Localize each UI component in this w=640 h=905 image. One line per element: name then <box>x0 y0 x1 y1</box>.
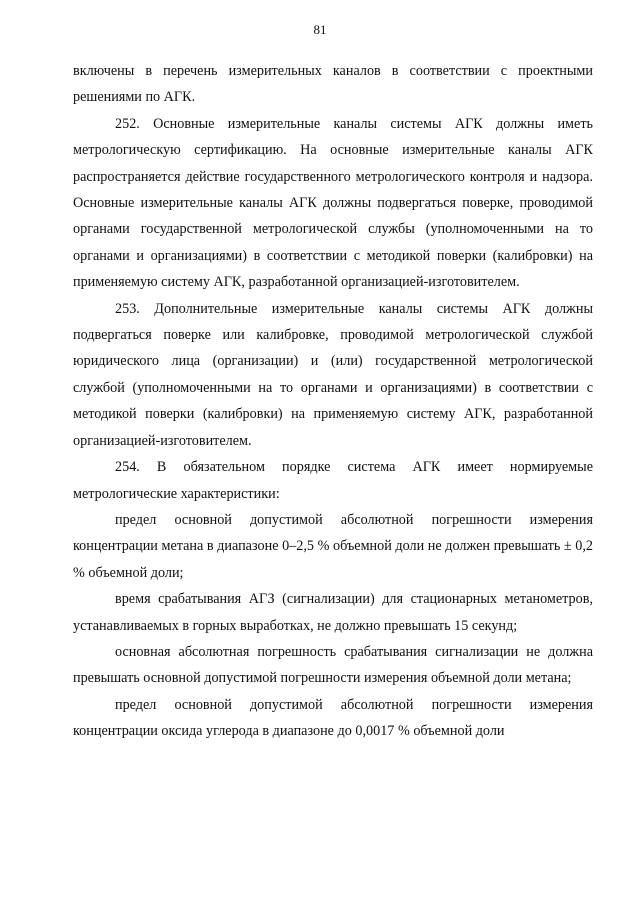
paragraph-253: 253. Дополнительные измерительные каналы системы АГК должны подвергаться поверке или калибровке, проводимой метрологической службой юридического лица (организации) и (или) государственной метрологической службой (уполномоченными на то органами и организациями) в соответствии с методикой поверки (калибровки) на применяемую систему АГК, разработанной организацией-изготовителем. <box>73 300 593 449</box>
paragraph-254: 254. В обязательном порядке система АГК имеет нормируемые метрологические характеристики: <box>73 459 593 502</box>
paragraph-alarm-error: основная абсолютная погрешность срабатывания сигнализации не должна превышать основной допустимой погрешности измерения объемной доли метана; <box>73 643 593 687</box>
paragraph-response-time: время срабатывания АГЗ (сигнализации) для стационарных метанометров, устанавливаемых в горных выработках, не должно превышать 15 секунд; <box>73 591 593 634</box>
paragraph-methane-error: предел основной допустимой абсолютной погрешности измерения концентрации метана в диапазоне 0–2,5 % объемной доли не должен превышать ± 0,2 % объемной доли; <box>73 511 593 581</box>
page-number: 81 <box>313 22 327 37</box>
document-body <box>73 58 593 745</box>
paragraph-252: 252. Основные измерительные каналы системы АГК должны иметь метрологическую сертификацию. На основные измерительные каналы АГК распространяется действие государственного метрологического контроля и надзора. Основные измерительные каналы АГК должны подвергаться поверке, проводимой органами государственной метрологической службы (уполномоченными на то органами и организациями) в соответствии с методикой поверки (калибровки) на применяемую систему АГК, разработанной организацией-изготовителем. <box>73 115 593 291</box>
paragraph-continuation: включены в перечень измерительных каналов в соответствии с проектными решениями по АГК. <box>73 63 593 106</box>
paragraph-co-error: предел основной допустимой абсолютной погрешности измерения концентрации оксида углерода в диапазоне до 0,0017 % объемной доли <box>73 696 593 740</box>
